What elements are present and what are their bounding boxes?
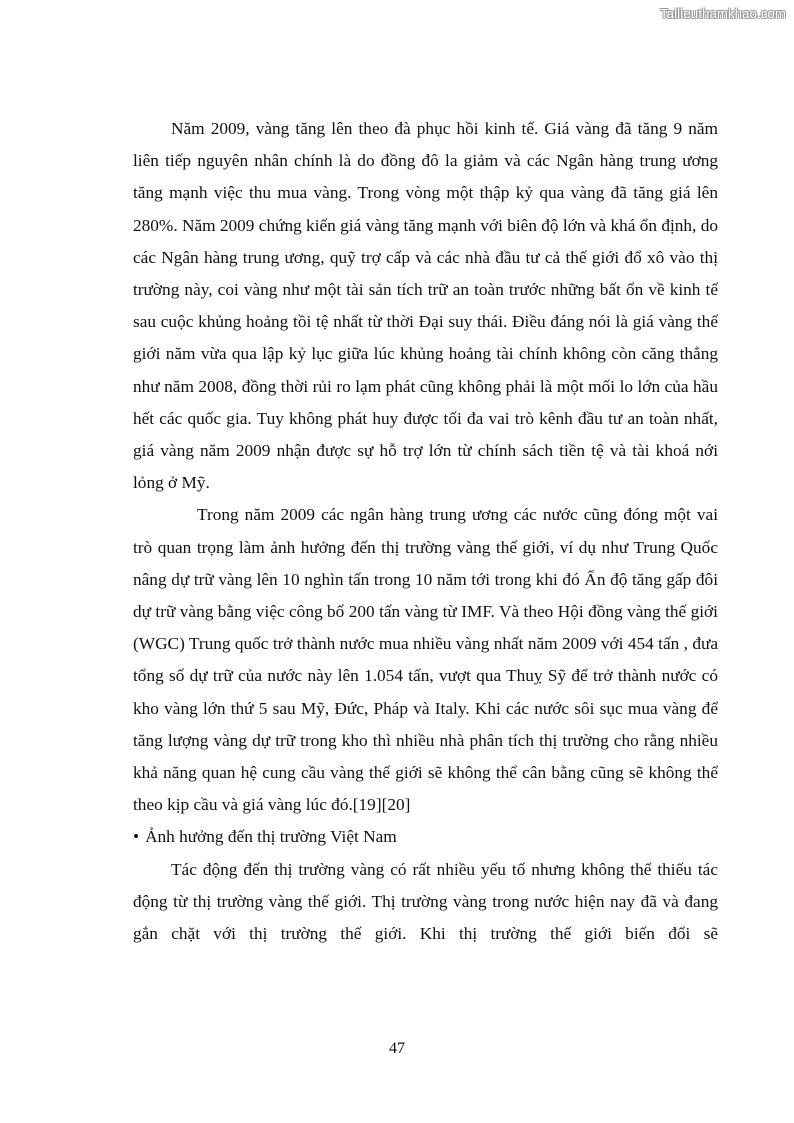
page-number: 47 [389,1040,405,1057]
watermark: Tailieuthamkhao.com [660,6,786,21]
bullet-icon: • [133,827,140,847]
paragraph-gold-2009: Năm 2009, vàng tăng lên theo đà phục hồi kinh tế. Giá vàng đã tăng 9 năm liên tiếp nguyên nhân chính là do đồng đô la giảm và các Ngân hàng trung ương tăng mạnh việc thu mua vàng. Trong vòng một thập kỷ qua vàng đã tăng giá lên 280%. Năm 2009 chứng kiến giá vàng tăng mạnh với biên độ lớn và khá ổn định, do các Ngân hàng trung ương, quỹ trợ cấp và các nhà đầu tư cả thế giới đổ xô vào thị trường này, coi vàng như một tài sản tích trữ an toàn trước những bất ổn về kinh tế sau cuộc khủng hoảng tồi tệ nhất từ thời Đại suy thái. Điều đáng nói là giá vàng thế giới năm vừa qua lập kỷ lục giữa lúc khủng hoảng tài chính không còn căng thẳng như năm 2008, đồng thời rủi ro lạm phát cũng không phải là một mối lo lớn của hầu hết các quốc gia. Tuy không phát huy được tối đa vai trò kênh đầu tư an toàn nhất, giá vàng năm 2009 nhận được sự hỗ trợ lớn từ chính sách tiền tệ và tài khoá nới lỏng ở Mỹ. [133,119,718,493]
bullet-heading-text: Ảnh hưởng đến thị trường Việt Nam [145,827,397,847]
paragraph-central-banks: Trong năm 2009 các ngân hàng trung ương các nước cũng đóng một vai trò quan trọng làm ảnh hưởng đến thị trường vàng thế giới, ví dụ như Trung Quốc nâng dự trữ vàng lên 10 nghìn tấn trong 10 năm tới trong khi đó Ấn độ tăng gấp đôi dự trữ vàng bằng việc công bố 200 tấn vàng từ IMF. Và theo Hội đồng vàng thế giới (WGC) Trung quốc trở thành nước mua nhiều vàng nhất năm 2009 với 454 tấn , đưa tổng số dự trữ của nước này lên 1.054 tấn, vượt qua Thuỵ Sỹ để trở thành nước có kho vàng lớn thứ 5 sau Mỹ, Đức, Pháp và Italy. Khi các nước sôi sục mua vàng để tăng lượng vàng dự trữ trong kho thì nhiều nhà phân tích thị trường cho rằng nhiều khả năng quan hệ cung cầu vàng thế giới sẽ không thể cân bằng cũng sẽ không thể theo kịp cầu và giá vàng lúc đó.[19][20] [133,505,718,815]
paragraph-vietnam-impact: Tác động đến thị trường vàng có rất nhiều yếu tố nhưng không thể thiếu tác động từ thị trường vàng thế giới. Thị trường vàng trong nước hiện nay đã và đang gắn chặt với thị trường thế giới. Khi thị trường thế giới biến đổi sẽ [133,859,718,944]
bullet-heading [133,821,718,853]
document-body [133,113,718,950]
